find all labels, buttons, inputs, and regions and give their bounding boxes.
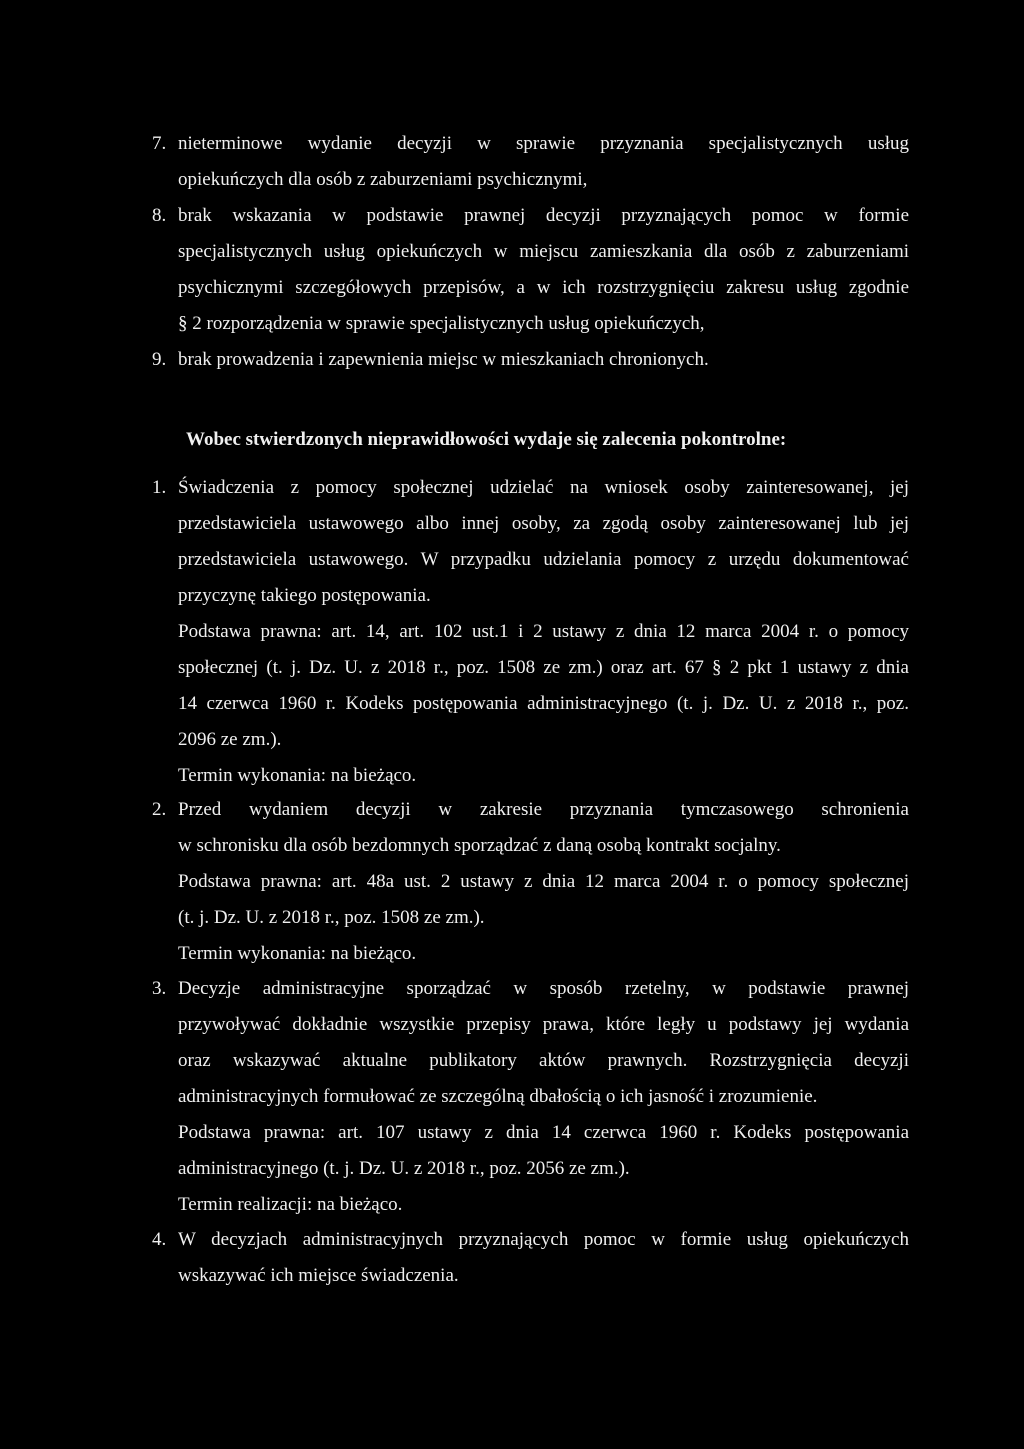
text-line: W decyzjach administracyjnych przyznających pomoc w formie usług opiekuńczych — [178, 1229, 909, 1250]
text-line: opiekuńczych dla osób z zaburzeniami psychicznymi, — [178, 169, 588, 190]
text-line: Świadczenia z pomocy społecznej udzielać na wniosek osoby zainteresowanej, jej — [178, 477, 909, 498]
recommendation-2 — [152, 796, 909, 976]
text-line: § 2 rozporządzenia w sprawie specjalistycznych usług opiekuńczych, — [178, 313, 705, 334]
text-line: brak prowadzenia i zapewnienia miejsc w mieszkaniach chronionych. — [178, 349, 709, 370]
list-number: 8. — [152, 205, 167, 226]
text-line: przedstawiciela ustawowego albo innej osoby, za zgodą osoby zainteresowanej lub jej — [178, 513, 909, 534]
legal-basis-line: (t. j. Dz. U. z 2018 r., poz. 1508 ze zm.). — [178, 907, 485, 928]
text-line: wskazywać ich miejsce świadczenia. — [178, 1265, 459, 1286]
legal-basis-line: administracyjnego (t. j. Dz. U. z 2018 r., poz. 2056 ze zm.). — [178, 1158, 630, 1179]
recommendation-4 — [152, 1226, 909, 1298]
recommendation-1 — [152, 474, 909, 798]
list-item-9 — [152, 346, 909, 382]
list-number: 2. — [152, 799, 167, 820]
legal-basis-line: Podstawa prawna: art. 14, art. 102 ust.1 i 2 ustawy z dnia 12 marca 2004 r. o pomocy — [178, 621, 909, 642]
text-line: przyczynę takiego postępowania. — [178, 585, 431, 606]
text-line: przedstawiciela ustawowego. W przypadku udzielania pomocy z urzędu dokumentować — [178, 549, 909, 570]
legal-basis-line: 2096 ze zm.). — [178, 729, 282, 750]
text-line: administracyjnych formułować ze szczególną dbałością o ich jasność i zrozumienie. — [178, 1086, 818, 1107]
text-line: psychicznymi szczegółowych przepisów, a w ich rozstrzygnięciu zakresu usług zgodnie — [178, 277, 909, 298]
list-item-7 — [152, 130, 909, 202]
text-line: oraz wskazywać aktualne publikatory aktów prawnych. Rozstrzygnięcia decyzji — [178, 1050, 909, 1071]
text-line: w schronisku dla osób bezdomnych sporządzać z daną osobą kontrakt socjalny. — [178, 835, 781, 856]
text-line: Przed wydaniem decyzji w zakresie przyznania tymczasowego schronienia — [178, 799, 909, 820]
legal-basis-line: Podstawa prawna: art. 107 ustawy z dnia 14 czerwca 1960 r. Kodeks postępowania — [178, 1122, 909, 1143]
list-number: 1. — [152, 477, 167, 498]
legal-basis-line: Podstawa prawna: art. 48a ust. 2 ustawy z dnia 12 marca 2004 r. o pomocy społecznej — [178, 871, 909, 892]
text-line: nieterminowe wydanie decyzji w sprawie przyznania specjalistycznych usług — [178, 133, 909, 154]
section-heading: Wobec stwierdzonych nieprawidłowości wydaje się zalecenia pokontrolne: — [186, 429, 787, 450]
text-line: brak wskazania w podstawie prawnej decyzji przyznających pomoc w formie — [178, 205, 909, 226]
list-number: 4. — [152, 1229, 167, 1250]
list-number: 7. — [152, 133, 167, 154]
legal-basis-line: społecznej (t. j. Dz. U. z 2018 r., poz. 1508 ze zm.) oraz art. 67 § 2 pkt 1 ustawy z dnia — [178, 657, 909, 678]
deadline-line: Termin wykonania: na bieżąco. — [178, 765, 417, 786]
deadline-line: Termin wykonania: na bieżąco. — [178, 943, 417, 964]
text-line: Decyzje administracyjne sporządzać w sposób rzetelny, w podstawie prawnej — [178, 978, 909, 999]
recommendation-3 — [152, 975, 909, 1227]
legal-basis-line: 14 czerwca 1960 r. Kodeks postępowania administracyjnego (t. j. Dz. U. z 2018 r., poz. — [178, 693, 909, 714]
list-number: 3. — [152, 978, 167, 999]
list-item-8 — [152, 202, 909, 346]
list-number: 9. — [152, 349, 167, 370]
text-line: specjalistycznych usług opiekuńczych w miejscu zamieszkania dla osób z zaburzeniami — [178, 241, 909, 262]
text-line: przywoływać dokładnie wszystkie przepisy prawa, które legły u podstawy jej wydania — [178, 1014, 909, 1035]
deadline-line: Termin realizacji: na bieżąco. — [178, 1194, 403, 1215]
